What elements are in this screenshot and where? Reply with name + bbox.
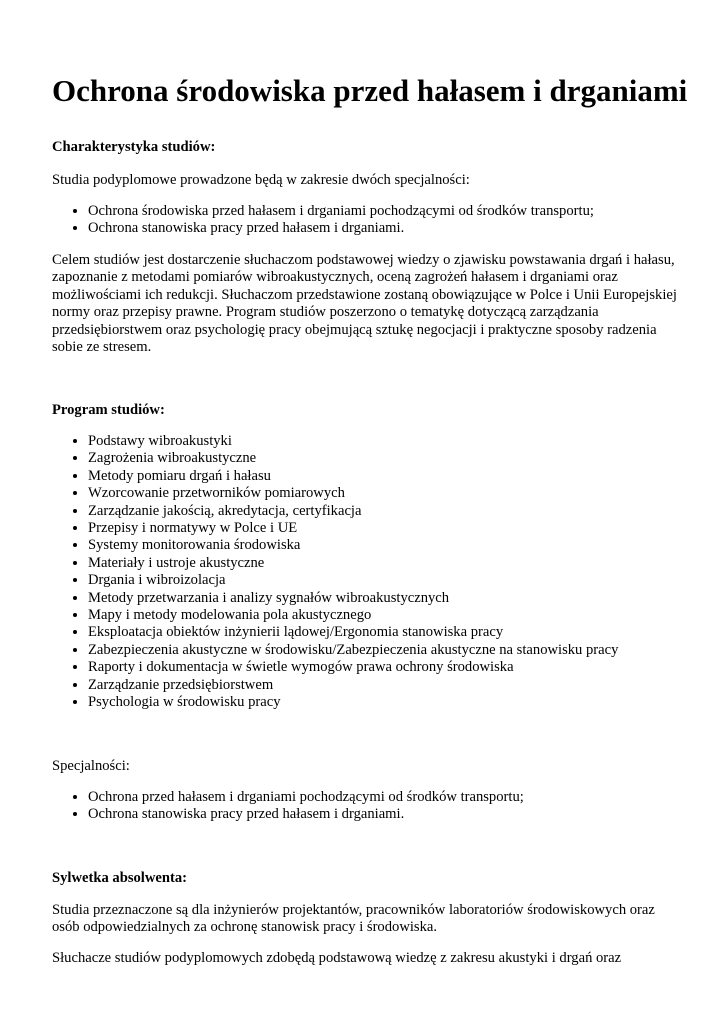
characteristics-heading: Charakterystyka studiów:: [52, 139, 216, 155]
specializations-list-block: [52, 789, 682, 824]
graduate-heading-block: [52, 870, 682, 887]
list-item: • Psychologia w środowisku pracy: [88, 694, 682, 711]
program-heading: Program studiów:: [52, 402, 165, 418]
list-item: • Eksploatacja obiektów inżynierii lądowej/Ergonomia stanowiska pracy: [88, 624, 682, 641]
characteristics-description: Celem studiów jest dostarczenie słuchaczom podstawowej wiedzy o zjawisku powstawania drgań i hałasu, zapoznanie z metodami pomiarów wibroakustycznych, oceną zagrożeń hałasem i drganiami oraz możliwościami ich redukcji. Słuchaczom przedstawione zostaną obowiązujące w Polce i Unii Europejskiej normy oraz przepisy prawne. Program studiów poszerzono o tematykę dotyczącą zarządzania przedsiębiorstwem oraz psychologię pracy obejmującą sztukę negocjacji i praktyczne sposoby radzenia sobie ze stresem.: [52, 252, 677, 356]
list-item: • Mapy i metody modelowania pola akustycznego: [88, 607, 682, 624]
list-item: • Metody przetwarzania i analizy sygnałów wibroakustycznych: [88, 590, 682, 607]
list-item: • Ochrona stanowiska pracy przed hałasem i drganiami.: [88, 220, 682, 237]
list-item: • Wzorcowanie przetworników pomiarowych: [88, 485, 682, 502]
list-item: • Zarządzanie jakością, akredytacja, certyfikacja: [88, 503, 682, 520]
characteristics-intro-block: [52, 172, 682, 189]
list-item: • Podstawy wibroakustyki: [88, 433, 682, 450]
characteristics-description-block: [52, 252, 682, 356]
list-item: • Zagrożenia wibroakustyczne: [88, 450, 682, 467]
list-item: • Metody pomiaru drgań i hałasu: [88, 468, 682, 485]
characteristics-list: [52, 203, 682, 238]
characteristics-list-block: [52, 203, 682, 238]
program-list-block: [52, 433, 682, 712]
list-item: • Zarządzanie przedsiębiorstwem: [88, 677, 682, 694]
list-item: • Drgania i wibroizolacja: [88, 572, 682, 589]
specializations-heading: Specjalności:: [52, 758, 130, 774]
graduate-paragraph2-block: [52, 950, 682, 967]
program-heading-block: [52, 402, 682, 419]
characteristics-intro: Studia podyplomowe prowadzone będą w zakresie dwóch specjalności:: [52, 172, 470, 188]
characteristics-section: [52, 139, 682, 156]
specializations-list: [52, 789, 682, 824]
graduate-paragraph1-block: [52, 902, 682, 937]
graduate-heading: Sylwetka absolwenta:: [52, 870, 187, 886]
list-item: • Materiały i ustroje akustyczne: [88, 555, 682, 572]
graduate-paragraph-2: Słuchacze studiów podyplomowych zdobędą podstawową wiedzę z zakresu akustyki i drgań oraz: [52, 950, 622, 966]
list-item: • Systemy monitorowania środowiska: [88, 537, 682, 554]
list-item: • Przepisy i normatywy w Polce i UE: [88, 520, 682, 537]
graduate-paragraph-1: Studia przeznaczone są dla inżynierów projektantów, pracowników laboratoriów środowiskowych oraz osób odpowiedzialnych za ochronę stanowisk pracy i środowiska.: [52, 902, 655, 936]
list-item: • Ochrona środowiska przed hałasem i drganiami pochodzącymi od środków transportu;: [88, 203, 682, 220]
list-item: • Ochrona przed hałasem i drganiami pochodzącymi od środków transportu;: [88, 789, 682, 806]
list-item: • Zabezpieczenia akustyczne w środowisku/Zabezpieczenia akustyczne na stanowisku pracy: [88, 642, 682, 659]
list-item: • Ochrona stanowiska pracy przed hałasem i drganiami.: [88, 806, 682, 823]
program-list: [52, 433, 682, 712]
page-title: Ochrona środowiska przed hałasem i drganiami: [52, 73, 688, 108]
list-item: • Raporty i dokumentacja w świetle wymogów prawa ochrony środowiska: [88, 659, 682, 676]
specializations-heading-block: [52, 758, 682, 775]
